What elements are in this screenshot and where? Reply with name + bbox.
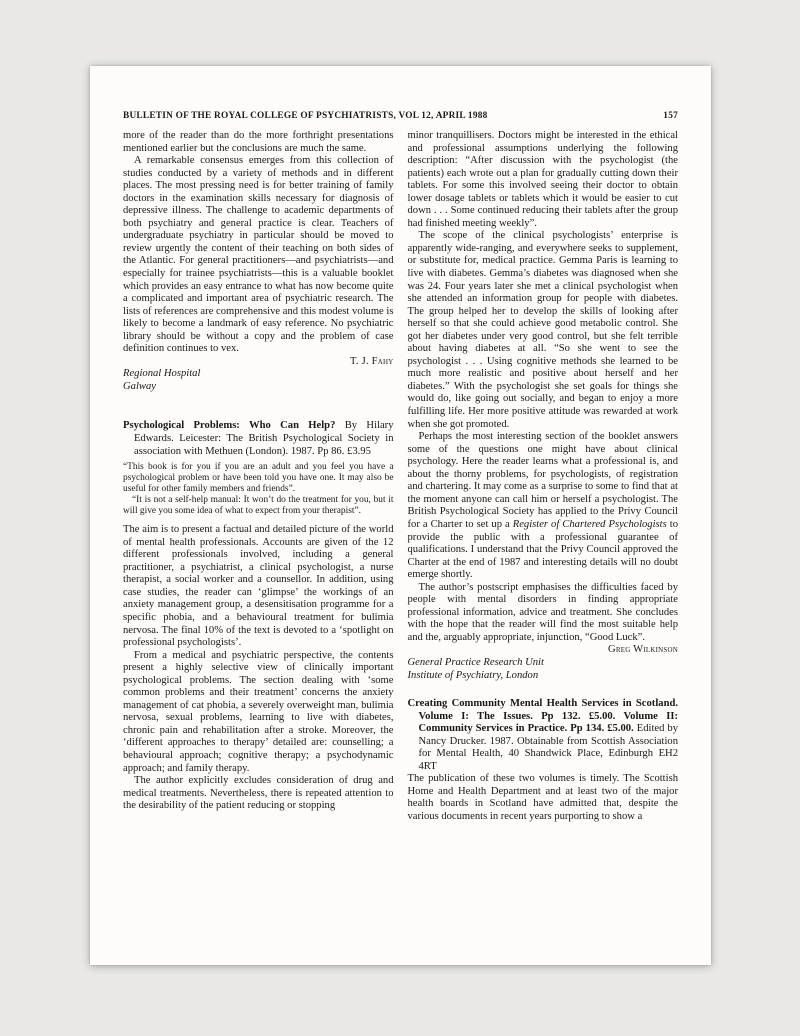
right-column — [408, 130, 679, 824]
journal-title: BULLETIN OF THE ROYAL COLLEGE OF PSYCHIATRISTS, VOL 12, APRIL 1988 — [123, 111, 488, 121]
review-title-bold: Creating Community Mental Health Services in Scotland. Volume I: The Issues. Pp 132. £5.00. Volume II: Community Services in Practice. Pp 134. £5.00. — [407, 698, 678, 735]
review-drucker — [408, 698, 679, 823]
paragraph-interesting-pre: Perhaps the most interesting section of the booklet answers some of the questions one might have about clinical psychology. Here the reader learns what a professional is, and about the thorny problems, for psychologists, of registration and chartering. It may come as a surprise to some to find that at the moment anyone can call him or herself a psychologist. The British Psychological Society has applied to the Privy Council for a Charter to set up a — [407, 431, 678, 530]
paragraph-interesting — [408, 431, 679, 582]
affiliation-line: General Practice Research Unit — [407, 656, 544, 668]
paragraph-publication: The publication of these two volumes is timely. The Scottish Home and Health Department and at least two of the major health boards in Scotland have admitted that, despite the various documents in recent years purporting to show a — [407, 773, 678, 822]
reviewer-signature-wilkinson: Greg Wilkinson — [608, 644, 678, 656]
paragraph-review-continuation: more of the reader than do the more forthright presentations mentioned earlier but the conclusions are much the same. — [123, 130, 394, 154]
review-edwards — [123, 420, 394, 812]
review-title-rest: Edited by Nancy Drucker. 1987. Obtainable from Scottish Association for Mental Health, 40 Shandwick Place, Edinburgh EH2 4RT — [418, 723, 678, 772]
paragraph-tranquillisers: minor tranquillisers. Doctors might be interested in the ethical and professional assumptions underlying the following description: “After discussion with the psychologist (the patients) each wrote out a plan for gradually cutting down their tablets. For some this involved seeing their doctor to obtain lower dosage tablets or tablets which it would be easier to cut down . . . Some continued reducing their tablets after the group had finished meeting weekly”. — [407, 130, 678, 229]
review-title-rest: By Hilary Edwards. Leicester: The British Psychological Society in association with Methuen (London). 1987. Pp 86. £3.95 — [134, 420, 394, 457]
left-column — [123, 130, 394, 824]
paragraph-interesting-post: to provide the public with a professional guarantee of qualifications. I understand that the Privy Council approved the Charter at the end of 1987 and interesting details will no doubt emerge shortly. — [407, 518, 679, 581]
review-title-bold: Psychological Problems: Who Can Help? — [123, 420, 336, 432]
affiliation-line: Institute of Psychiatry, London — [407, 669, 539, 681]
paragraph-exclusions: The author explicitly excludes consideration of drug and medical treatments. Nevertheless, there is repeated attention to the desirability of the patient reducing or stopping — [123, 775, 394, 812]
paragraph-aim: The aim is to present a factual and detailed picture of the world of mental health professionals. Accounts are given of the 12 different professionals involved, including a general practitioner, a psychiatrist, a clinical psychologist, a nurse therapist, a social worker and a counsellor. In addition, using case studies, the reader can ‘glimpse’ the workings of an anxiety management group, a desensitisation programme for a specific phobia, and a behavioural treatment for bulimia nervosa. The final 10% of the text is devoted to a ‘spotlight on professional psychologists’. — [123, 524, 394, 649]
running-head — [123, 111, 678, 121]
book-quote: “This book is for you if you are an adult and you feel you have a psychological problem or have been told you have one. It may also be useful for other family members and friends”. — [123, 462, 394, 495]
paragraph-perspective: From a medical and psychiatric perspective, the contents present a highly selective view of clinically important psychological problems. The section dealing with ‘some common problems and their treatment’ concerns the anxiety management of cat phobia, a severely overweight man, bulimia nervosa, sexual problems, learning to live with diabetes, chronic pain and rehabilitation after a stroke. Moreover, the ‘different approaches to therapy’ detailed are: counselling; a behavioural approach; cognitive therapy; a psychodynamic approach; and family therapy. — [123, 649, 394, 774]
journal-page — [90, 66, 711, 965]
page-number: 157 — [663, 111, 678, 121]
book-quotes — [123, 462, 394, 517]
paragraph-scope: The scope of the clinical psychologists’ enterprise is apparently wide-ranging, and everywhere seeks to supplement, or substitute for, medical practice. Gemma Paris is learning to live with diabetes. Gemma’s diabetes was diagnosed when she was 24. Four years later she met a clinical psychologist when she attended an information group for people with diabetes. The group helped her to develop the skills of looking after herself so that she could achieve good metabolic control. She got her diabetes under very good control, but she felt terrible about having diabetes at all. “So she went to see the psychologist . . . Using cognitive methods she learned to be much more realistic and positive about herself and her diabetes.” With the psychologist she set goals for things she would do, like going out socially, and began to enjoy a more fulfilling life. Her more positive attitude was rewarded at work when she got promoted. — [407, 230, 678, 430]
review-title-drucker — [408, 698, 679, 773]
affiliation-line: Galway — [123, 380, 156, 392]
paragraph-postscript: The author’s postscript emphasises the difficulties faced by people with mental disorders in finding appropriate professional information, advice and treatment. She concludes with the hope that the reader will find the most suitable help and the, arguably appropriate, injunction, “Good Luck”. — [407, 581, 678, 643]
paragraph-consensus: A remarkable consensus emerges from this collection of studies conducted by a variety of methods and in different places. The most pressing need is for better training of family doctors in the examination skills necessary for diagnosis of depressive illness. The challenge to academic departments of both psychiatry and general practice is clear. Teachers of undergraduate psychiatry in particular should be moved to review urgently the content of their teaching on both sides of the Atlantic. For general practitioners—and psychiatrists—and especially for trainee psychiatrists—this is a valuable booklet which provides an easy entrance to what has now become quite a complicated and important area of psychiatric research. The lists of references are comprehensive and this modest volume is likely to become a landmark of easy reference. No psychiatric library should be without a copy and the problem of case definition continues to vex. — [123, 155, 394, 355]
book-quote: “It is not a self-help manual: It won’t do the treatment for you, but it will give you some idea of what to expect from your therapist”. — [123, 495, 394, 517]
review-title-edwards — [123, 420, 394, 458]
two-column-body — [123, 130, 678, 824]
reviewer-signature-fahy: T. J. Fahy — [350, 355, 394, 367]
paragraph-interesting-italic: Register of Chartered Psychologists — [512, 518, 667, 530]
affiliation-line: Regional Hospital — [123, 368, 201, 380]
